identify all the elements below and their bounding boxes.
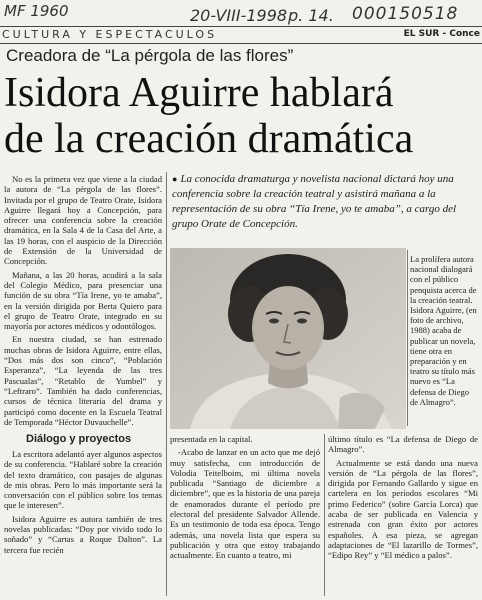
handwritten-note: MF 1960 [4, 2, 69, 20]
article-column-left-bottom [4, 449, 162, 558]
handwritten-date: 20-VIII-1998 [190, 6, 288, 25]
article-lead [172, 172, 476, 232]
article-kicker: Creadora de “La pérgola de las flores” [6, 46, 294, 65]
section-label: CULTURA Y ESPECTACULOS [2, 28, 218, 41]
portrait-photo [170, 248, 406, 429]
bullet-icon: ● [172, 174, 178, 184]
paragraph: presentada en la capital. [170, 434, 253, 444]
lead-text: La conocida dramaturga y novelista nacional dictará hoy una conferencia sobre la creación teatral y asistirá mañana a la representación de su obra “Tía Irene, yo te amaba”, a cargo del grupo Orate de Concepción. [172, 173, 457, 230]
headline-line-2: de la creación dramática [4, 116, 414, 162]
article-column-left [4, 174, 162, 430]
photo-caption: La prolífera autora nacional dialogará con el público penquista acerca de la creación teatral. Isidora Aguirre, (en foto de archivo, 1988) acaba de publicar un novela, tiene otra en preparación y en teatro su título más nuevo es “La defensa de Diego de Almagro”. [410, 254, 477, 407]
subheading: Diálogo y proyectos [26, 433, 132, 445]
paragraph: En nuestra ciudad, se han estrenado muchas obras de Isidora Aguirre, entre ellas, “Dos más dos son cinco”, “Población Esperanza”, “La leyenda de las tres Pascualas”, “Retablo de Yumbel” y “Leftraro”. También ha dado conferencias, cursos de técnica literaria del drama y participó como docente en la Escuela Teatral de Temporada “Héctor Duvauchelle”. [4, 334, 162, 427]
paragraph: -Acabo de lanzar en un acto que me dejó muy satisfecha, con introducción de Volodia Teitelboim, mi última novela publicada “Santiago de diciembre a diciembre”, que es la historia de una pareja de enamorados durante el período pre electoral del presidente Salvador Allende. Es un testimonio de toda esa época. Tengo además, una novela lista que espera su publicación y otra que estoy trabajando actualmente. En cuanto a teatro, mi [170, 447, 320, 561]
paragraph: último título es “La defensa de Diego de Almagro”. [328, 434, 478, 455]
paragraph: La escritora adelantó ayer algunos aspectos de su conferencia. “Hablaré sobre la creación del texto dramático, con pasajes de algunas de mis obras. Pero lo más importante será la conversación con el público sobre los temas que le interesen”. [4, 449, 162, 511]
paragraph: Mañana, a las 20 horas, acudirá a la sala del Colegio Médico, para presenciar una función de su obra “Tía Irene, yo te amaba”, en la versión dirigida por Berta Quiero para el grupo de Teatro Orate, integrado en su mayoría por actores médicos y odontólogos. [4, 269, 162, 332]
headline-line-1: Isidora Aguirre hablará [4, 70, 394, 116]
portrait-photo-graphic [170, 248, 406, 429]
newspaper-name: EL SUR - Conce [403, 29, 480, 39]
paragraph: No es la primera vez que viene a la ciudad la autora de “La pérgola de las flores”. Invitada por el grupo de Teatro Orate, Isidora Aguirre llegará hoy a Concepción, para ofrecer una conferencia sobre la creación dramática, en la Sala 4 de la Casa del Arte, a las 19 horas, con el auspicio de la Dirección de Extensión de la Universidad de Concepción. [4, 174, 162, 267]
column-divider [324, 434, 325, 596]
article-column-middle [170, 434, 320, 564]
paragraph: Actualmente se está dando una nueva versión de “La pérgola de las flores”, dirigida por Fernando Gallardo y sigue en cartelera en los períodos escolares “Mi primo Federico” (sobre García Lorca) que acaba de ser publicada en Valencia y estrenada con gran éxito por actores españoles. A esa pieza, se agregan adaptaciones de “El lazarillo de Tormes”, “Edipo Rey” y “El médico a palos”. [328, 457, 478, 561]
handwritten-code: 000150518 [352, 4, 459, 24]
paragraph: Isidora Aguirre es autora también de tres novelas publicadas: “Doy por vivido todo lo soñado” y “Cartas a Roque Dalton”. La tercera fue recién [4, 513, 162, 555]
column-divider [166, 172, 167, 596]
handwritten-page: p. 14. [288, 6, 334, 25]
caption-divider [407, 250, 408, 426]
section-header [0, 26, 482, 44]
article-column-right [328, 434, 478, 564]
